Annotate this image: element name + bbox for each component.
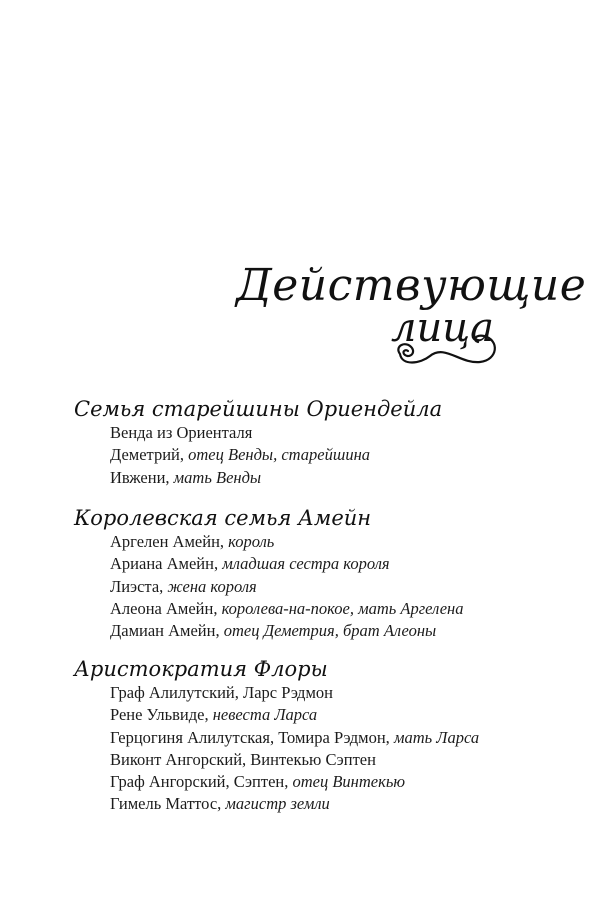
character-entry [110,576,463,598]
character-entry [110,771,479,793]
character-name: Граф Ангорский, Сэптен, [110,772,293,792]
character-role: отец Винтекью [292,772,405,792]
character-name: Граф Алилутский, Ларс Рэдмон [110,683,333,702]
character-entry [110,467,442,489]
character-name: Лиэста, [110,576,168,596]
character-entry [110,749,479,771]
character-name: Гимель Маттос, [110,794,226,814]
character-name: Алеона Амейн, [110,598,222,618]
section-flora-aristocracy [74,656,479,816]
character-role: король [228,532,275,551]
character-entry [110,682,479,704]
character-name: Ариана Амейн, [110,554,223,574]
character-name: Герцогиня Алилутская, Томира Рэдмон, [110,727,394,747]
character-entry [110,553,463,575]
character-entry [110,422,442,444]
section-royal-family [74,505,463,642]
character-role: невеста Ларса [212,705,318,725]
character-role: жена короля [167,576,257,596]
character-entry [110,531,463,553]
character-name: Рене Ульвиде, [110,705,213,725]
section-heading: Королевская семья Амейн [74,506,372,530]
character-role: отец Венды, старейшина [188,445,371,465]
character-entry [110,444,442,466]
section-orient-family [74,396,442,489]
section-heading: Аристократия Флоры [74,657,328,681]
character-entry [110,620,463,642]
character-name: Деметрий, [110,445,189,465]
character-name: Ивжени, [110,467,174,487]
character-entry [110,727,479,749]
character-name: Дамиан Амейн, [110,621,224,641]
character-role: королева-на-покое, мать Аргелена [221,598,464,618]
character-name: Венда из Ориенталя [110,423,253,442]
character-role: мать Венды [173,467,262,487]
flourish-ornament-icon [390,332,502,372]
character-role: младшая сестра короля [222,554,390,574]
character-name: Аргелен Амейн, [110,532,229,551]
title-line-1: Действующие [236,260,587,311]
character-entry [110,598,463,620]
title-line-2: лица [391,305,494,351]
character-role: отец Деметрия, брат Алеоны [223,621,437,641]
character-role: мать Ларса [393,727,480,747]
character-entry [110,793,479,815]
character-entry [110,704,479,726]
section-heading: Семья старейшины Ориендейла [74,397,443,421]
character-name: Виконт Ангорский, Винтекью Сэптен [110,749,376,769]
character-role: магистр земли [225,794,330,814]
